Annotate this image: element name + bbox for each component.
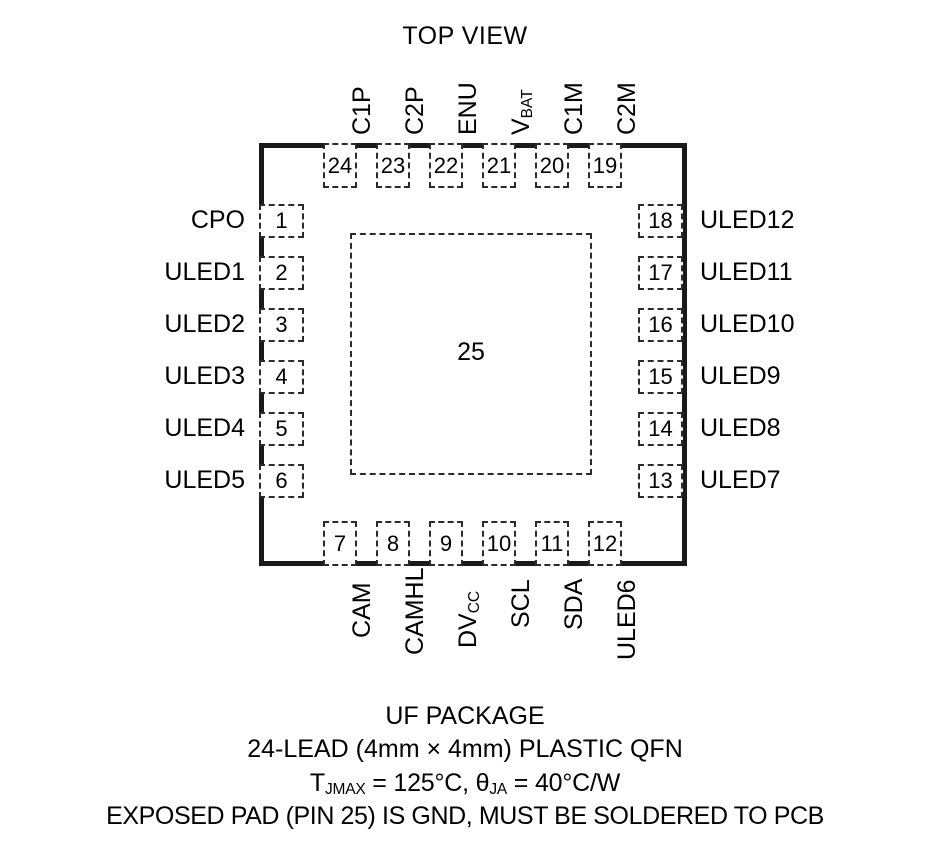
pin-label-dvcc: $DV_{CC}$ <box>454 590 484 648</box>
pin-label-c2m: C2M <box>613 82 641 135</box>
pin-pad-22 <box>429 143 463 188</box>
pin-pad-9 <box>429 521 463 566</box>
pin-label-c1p: C1P <box>348 86 376 135</box>
pin-label-c1m: C1M <box>560 82 588 135</box>
pin-number-7: 7 <box>333 530 347 556</box>
caption-thermal: $T_{JMAX} = 125^\circ C$, $\theta_{JA} = 40^\circ C/W$ <box>309 768 621 798</box>
pin-pad-4 <box>259 360 304 394</box>
pin-pad-15 <box>638 360 683 394</box>
pin-number-19: 19 <box>592 152 618 178</box>
pin-number-16: 16 <box>648 312 673 337</box>
package-caption <box>0 700 930 833</box>
pin-pad-19 <box>588 143 622 188</box>
pin-number-3: 3 <box>275 312 288 337</box>
pin-pad-1 <box>259 204 304 238</box>
pin-pad-23 <box>376 143 410 188</box>
pin-number-11: 11 <box>540 530 564 556</box>
pin-pad-10 <box>482 521 516 566</box>
pin-label-enu: ENU <box>454 82 482 135</box>
pin-number-12: 12 <box>592 530 618 556</box>
pin-label-uled5: ULED5 <box>164 466 245 494</box>
pin-pad-17 <box>638 256 683 290</box>
exposed-pad-number: 25 <box>457 338 485 366</box>
pin-number-2: 2 <box>275 260 288 285</box>
pin-label-uled9: ULED9 <box>700 362 781 390</box>
pin-pad-20 <box>535 143 569 188</box>
pin-number-15: 15 <box>648 364 673 389</box>
pin-number-5: 5 <box>275 416 288 441</box>
pin-pad-8 <box>376 521 410 566</box>
pin-number-17: 17 <box>648 260 673 285</box>
pin-label-uled10: ULED10 <box>700 310 795 338</box>
pin-number-6: 6 <box>275 468 288 493</box>
pin-label-uled4: ULED4 <box>164 414 245 442</box>
pin-label-c2p: C2P <box>401 86 429 135</box>
pin-number-22: 22 <box>433 152 459 178</box>
pin-label-cam: CAM <box>348 582 376 638</box>
pin-label-scl: SCL <box>507 579 535 628</box>
pin-label-uled3: ULED3 <box>164 362 245 390</box>
pin-pad-13 <box>638 464 683 498</box>
pin-pad-12 <box>588 521 622 566</box>
pin-label-cpo: CPO <box>190 206 245 234</box>
pin-pad-16 <box>638 308 683 342</box>
pin-pad-6 <box>259 464 304 498</box>
caption-exposed-pad-note: EXPOSED PAD (PIN 25) IS GND, MUST BE SOLDERED TO PCB <box>106 801 824 830</box>
pin-label-sda: SDA <box>560 578 588 630</box>
pin-label-uled2: ULED2 <box>164 310 245 338</box>
caption-lead-count: 24-LEAD (4mm × 4mm) PLASTIC QFN <box>247 735 683 764</box>
pin-pad-5 <box>259 412 304 446</box>
pin-number-9: 9 <box>439 530 453 556</box>
pin-pad-21 <box>482 143 516 188</box>
pin-pad-11 <box>535 521 569 566</box>
pin-pad-3 <box>259 308 304 342</box>
pin-number-10: 10 <box>486 530 512 556</box>
pin-pad-7 <box>323 521 357 566</box>
pin-pad-18 <box>638 204 683 238</box>
pin-pad-14 <box>638 412 683 446</box>
pin-number-1: 1 <box>275 208 288 233</box>
pin-label-camhl: CAMHL <box>401 567 429 655</box>
pin-number-14: 14 <box>648 416 673 441</box>
pin-pad-24 <box>323 143 357 188</box>
caption-package-name: UF PACKAGE <box>385 702 545 730</box>
pin-label-uled7: ULED7 <box>700 466 781 494</box>
pin-label-uled11: ULED11 <box>700 258 793 286</box>
pin-number-8: 8 <box>386 530 400 556</box>
pin-label-uled8: ULED8 <box>700 414 781 442</box>
pin-number-24: 24 <box>327 152 353 178</box>
pin-number-13: 13 <box>648 468 673 493</box>
pin-label-vbat: $V_{BAT}$ <box>507 89 537 135</box>
pin-number-23: 23 <box>380 152 406 178</box>
pin-label-uled6: ULED6 <box>613 579 641 660</box>
pin-number-4: 4 <box>275 364 288 389</box>
pin-label-uled1: ULED1 <box>164 258 245 286</box>
pin-pad-2 <box>259 256 304 290</box>
pin-label-uled12: ULED12 <box>700 206 795 234</box>
pin-number-20: 20 <box>539 152 565 178</box>
page-title: TOP VIEW <box>402 22 528 50</box>
pin-number-18: 18 <box>648 208 673 233</box>
pin-number-21: 21 <box>486 152 512 178</box>
